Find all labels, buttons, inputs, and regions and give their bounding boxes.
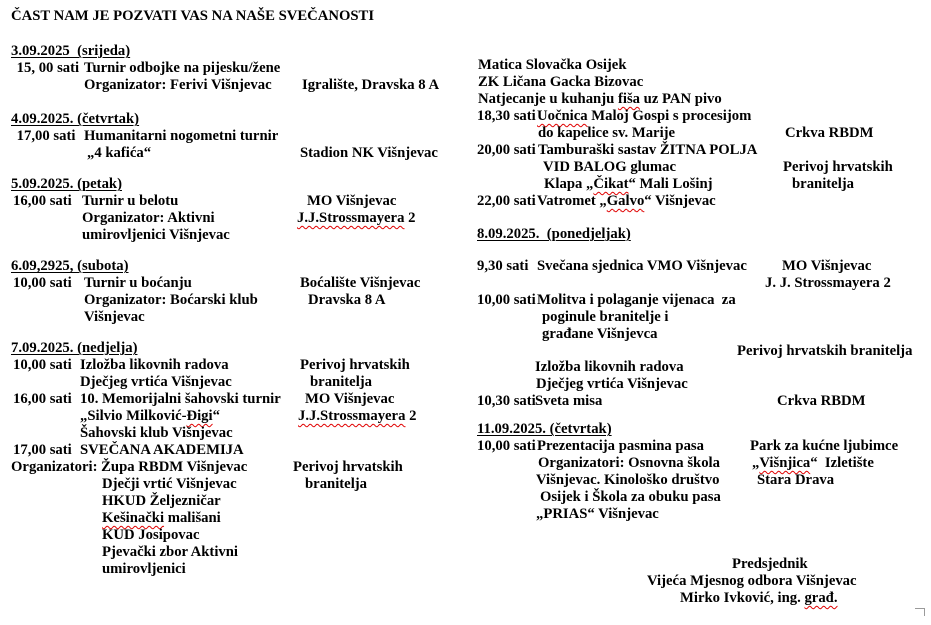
misspelled-word: Kešinački [102, 510, 165, 526]
event-line [0, 506, 931, 523]
event-line [0, 210, 931, 227]
date-heading-11-09: 11.09.2025. (četvrtak) [477, 421, 612, 437]
misspelled-word: Višnjica [759, 455, 811, 471]
event-desc: do kapelice sv. Marije [538, 125, 676, 141]
event-desc: Izložba likovnih radova [535, 359, 684, 375]
event-time: 15, 00 sati [13, 60, 80, 76]
text-boundary-mark [915, 608, 925, 616]
event-venue: Stadion NK Višnjevac [300, 145, 438, 161]
event-venue: J.J.Strossmayera 2 [298, 408, 417, 424]
event-line [0, 142, 931, 159]
misspelled-word: Galvo [606, 193, 645, 209]
event-venue: MO Višnjevac [305, 391, 395, 407]
event-venue: Dravska 8 A [308, 292, 386, 308]
organizers-label: Organizatori: Župa RBDM Višnjevac [11, 459, 248, 475]
event-line [0, 343, 931, 360]
event-line [0, 489, 931, 506]
event-desc: Molitva i polaganje vijenaca za [537, 292, 736, 308]
event-desc: VID BALOG glumac [543, 159, 677, 175]
event-venue: Perivoj hrvatskih [783, 159, 893, 175]
event-desc: Turnir odbojke na pijesku/žene [84, 60, 281, 76]
event-line [0, 438, 931, 455]
misspelled-word: Čikat [593, 176, 629, 192]
event-line [0, 326, 931, 343]
signature-role: Predsjednik [732, 556, 808, 572]
event-venue: Perivoj hrvatskih [293, 459, 403, 475]
event-line [0, 393, 931, 410]
organizer-item: HKUD Željezničar [102, 493, 221, 509]
event-desc: 10. Memorijalni šahovski turnir [80, 391, 281, 407]
date-heading-4-09: 4.09.2025. (četvrtak) [11, 111, 140, 127]
event-time: 17,00 sati [13, 128, 76, 144]
signature-line [0, 556, 931, 573]
event-time: 10,00 sati [477, 438, 536, 454]
event-desc: Humanitarni nogometni turnir [84, 128, 279, 144]
date-heading-5-09: 5.09.2025. (petak) [11, 176, 122, 192]
event-time: 9,30 sati [477, 258, 529, 274]
event-desc: Natjecanje u kuhanju fiša uz PAN pivo [478, 91, 722, 107]
misspelled-word: građ. [804, 590, 838, 606]
event-line [0, 57, 931, 74]
event-venue: Crkva RBDM [785, 125, 874, 141]
event-line [0, 455, 931, 472]
event-line [0, 359, 931, 376]
organizer-item: Kešinački mališani [102, 510, 221, 526]
event-desc: Organizator: Ferivi Višnjevac [84, 77, 272, 93]
event-venue: branitelja [792, 176, 855, 192]
event-desc: Turnir u belotu [82, 193, 179, 209]
event-desc: SVEČANA AKADEMIJA [80, 442, 244, 458]
organizer-item: Dječji vrtić Višnjevac [102, 476, 237, 492]
event-desc: poginule branitelje i [542, 309, 669, 325]
event-line [0, 258, 931, 275]
event-time: 10,30 sati [477, 393, 536, 409]
signature-name: Mirko Ivković, ing. građ. [680, 590, 838, 606]
event-line [0, 472, 931, 489]
event-desc: Izložba likovnih radova [80, 357, 229, 373]
misspelled-word: J.J.Strossmayera [297, 210, 405, 226]
event-venue: branitelja [305, 476, 368, 492]
event-venue: branitelja [310, 374, 373, 390]
event-desc: Vatromet „Galvo“ Višnjevac [537, 193, 716, 209]
event-line [0, 108, 931, 125]
event-time: 10,00 sati [477, 292, 536, 308]
event-desc: Uočnica Maloj Gospi s procesijom [537, 108, 752, 124]
event-venue: Igralište, Dravska 8 A [302, 77, 440, 93]
event-venue: Perivoj hrvatskih [300, 357, 410, 373]
event-venue: MO Višnjevac [307, 193, 397, 209]
event-venue: J.J.Strossmayera 2 [297, 210, 416, 226]
document-title: ČAST NAM JE POZVATI VAS NA NAŠE SVEČANOSTI [11, 8, 375, 24]
event-line [0, 74, 931, 91]
event-desc: Osijek i Škola za obuku pasa [540, 489, 721, 505]
event-desc: Klapa „Čikat“ Mali Lošinj [544, 176, 713, 192]
event-desc: Prezentacija pasmina pasa [537, 438, 704, 454]
event-desc: Turnir u boćanju [84, 275, 192, 291]
event-time: 22,00 sati [477, 193, 536, 209]
event-venue: Boćalište Višnjevac [300, 275, 421, 291]
event-desc: Organizator: Boćarski klub [84, 292, 258, 308]
date-heading-8-09: 8.09.2025. (ponedjeljak) [477, 226, 631, 242]
date-heading-3-09: 3.09.2025 (srijeda) [11, 43, 131, 59]
event-desc: Organizator: Aktivni [82, 210, 215, 226]
event-line [0, 292, 931, 309]
event-venue: Crkva RBDM [777, 393, 866, 409]
event-desc: „PRIAS“ Višnjevac [536, 506, 659, 522]
organizer-item: Pjevački zbor Aktivni [102, 544, 238, 560]
event-desc: ZK Ličana Gacka Bizovac [478, 74, 644, 90]
event-time: 10,00 sati [13, 275, 72, 291]
event-desc: građane Višnjevca [542, 326, 658, 342]
event-line [0, 275, 931, 292]
event-time: 18,30 sati [477, 108, 536, 124]
signature-line [0, 573, 931, 590]
event-desc: Dječjeg vrtića Višnjevac [536, 376, 688, 392]
event-line [0, 91, 931, 108]
event-venue: J. J. Strossmayera 2 [765, 275, 891, 291]
event-desc: Šahovski klub Višnjevac [80, 425, 233, 441]
misspelled-word: Đigi [186, 408, 213, 424]
event-desc: Višnjevac [84, 309, 145, 325]
event-line [0, 159, 931, 176]
event-desc: Matica Slovačka Osijek [478, 57, 627, 73]
organizer-item: umirovljenici [102, 561, 186, 577]
misspelled-word: fiša [617, 91, 640, 107]
event-desc: Dječjeg vrtića Višnjevac [80, 374, 232, 390]
event-venue: Stara Drava [757, 472, 835, 488]
signature-line [0, 590, 931, 607]
date-heading-6-09: 6.09,2925, (subota) [11, 258, 129, 274]
date-heading-7-09: 7.09.2025. (nedjelja) [11, 340, 138, 356]
event-desc: Tamburaški sastav ŽITNA POLJA [538, 142, 758, 158]
event-line [0, 125, 931, 142]
event-time: 17,00 sati [13, 442, 72, 458]
organizer-item: KUD Josipovac [102, 527, 200, 543]
event-desc: Svečana sjednica VMO Višnjevac [537, 258, 747, 274]
event-line [0, 193, 931, 210]
event-time: 16,00 sati [13, 193, 72, 209]
event-desc: „4 kafića“ [87, 145, 152, 161]
event-time: 10,00 sati [13, 357, 72, 373]
event-desc: Sveta misa [535, 393, 603, 409]
event-time: 20,00 sati [477, 142, 536, 158]
event-desc: Organizatori: Osnovna škola [538, 455, 720, 471]
event-line [0, 376, 931, 393]
event-venue: Perivoj hrvatskih branitelja [737, 343, 913, 359]
event-time: 16,00 sati [13, 391, 72, 407]
event-line [0, 309, 931, 326]
event-desc: „Silvio Milković-Đigi“ [80, 408, 220, 424]
event-venue: MO Višnjevac [782, 258, 872, 274]
event-venue: Park za kućne ljubimce [750, 438, 899, 454]
event-line [0, 527, 931, 544]
misspelled-word: Uočnica [537, 108, 588, 124]
event-desc: Višnjevac. Kinološko društvo [536, 472, 720, 488]
event-desc: umirovljenici Višnjevac [82, 227, 230, 243]
event-venue: „Višnjica“ Izletište [752, 455, 874, 471]
misspelled-word: J.J.Strossmayera [298, 408, 406, 424]
event-line [0, 176, 931, 193]
signature-org: Vijeća Mjesnog odbora Višnjevac [647, 573, 857, 589]
